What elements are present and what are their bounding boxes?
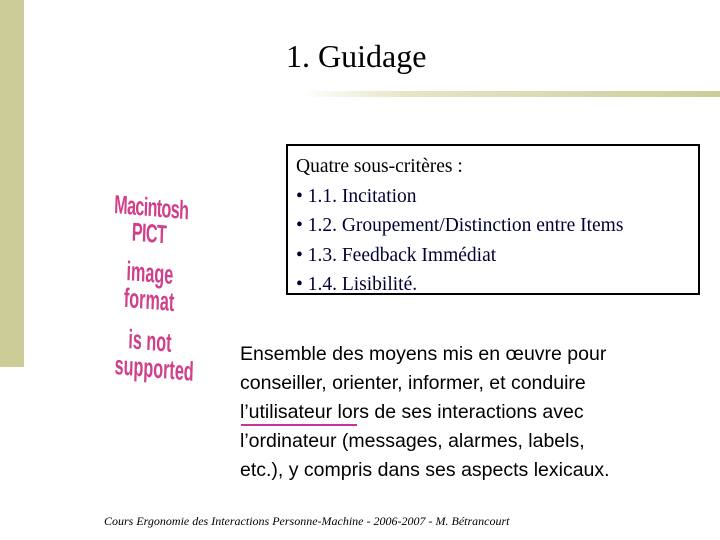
definition-line-4: l’ordinateur (messages, alarmes, labels, xyxy=(240,430,585,452)
side-accent-bar xyxy=(0,0,24,367)
slide-footer: Cours Ergonomie des Interactions Personne-Machine - 2006-2007 - M. Bétrancourt xyxy=(104,514,510,528)
placeholder-line-1: Macintosh PICT xyxy=(113,189,189,250)
criteria-heading: Quatre sous-critères : xyxy=(296,156,463,177)
criteria-item-lisibilite: • 1.4. Lisibilité. xyxy=(296,274,418,296)
definition-line-1: Ensemble des moyens mis en œuvre pour xyxy=(240,343,607,365)
unsupported-image-placeholder xyxy=(92,189,207,387)
spellcheck-underline xyxy=(241,424,357,426)
slide-title: 1. Guidage xyxy=(286,38,427,74)
definition-paragraph xyxy=(240,340,710,485)
definition-line-5: etc.), y compris dans ses aspects lexicaux. xyxy=(240,459,610,481)
criteria-item-feedback: • 1.3. Feedback Immédiat xyxy=(296,244,497,266)
criteria-box xyxy=(286,144,700,295)
definition-line-2: conseiller, orienter, informer, et conduire xyxy=(240,372,586,394)
criteria-item-incitation: • 1.1. Incitation xyxy=(296,185,417,207)
definition-line-3: l’utilisateur lors de ses interactions avec xyxy=(240,401,584,423)
placeholder-line-2: image format xyxy=(123,255,175,318)
placeholder-line-3: is not supported xyxy=(114,324,195,387)
title-underline-rule xyxy=(300,91,720,97)
criteria-item-groupement: • 1.2. Groupement/Distinction entre Items xyxy=(296,215,624,237)
